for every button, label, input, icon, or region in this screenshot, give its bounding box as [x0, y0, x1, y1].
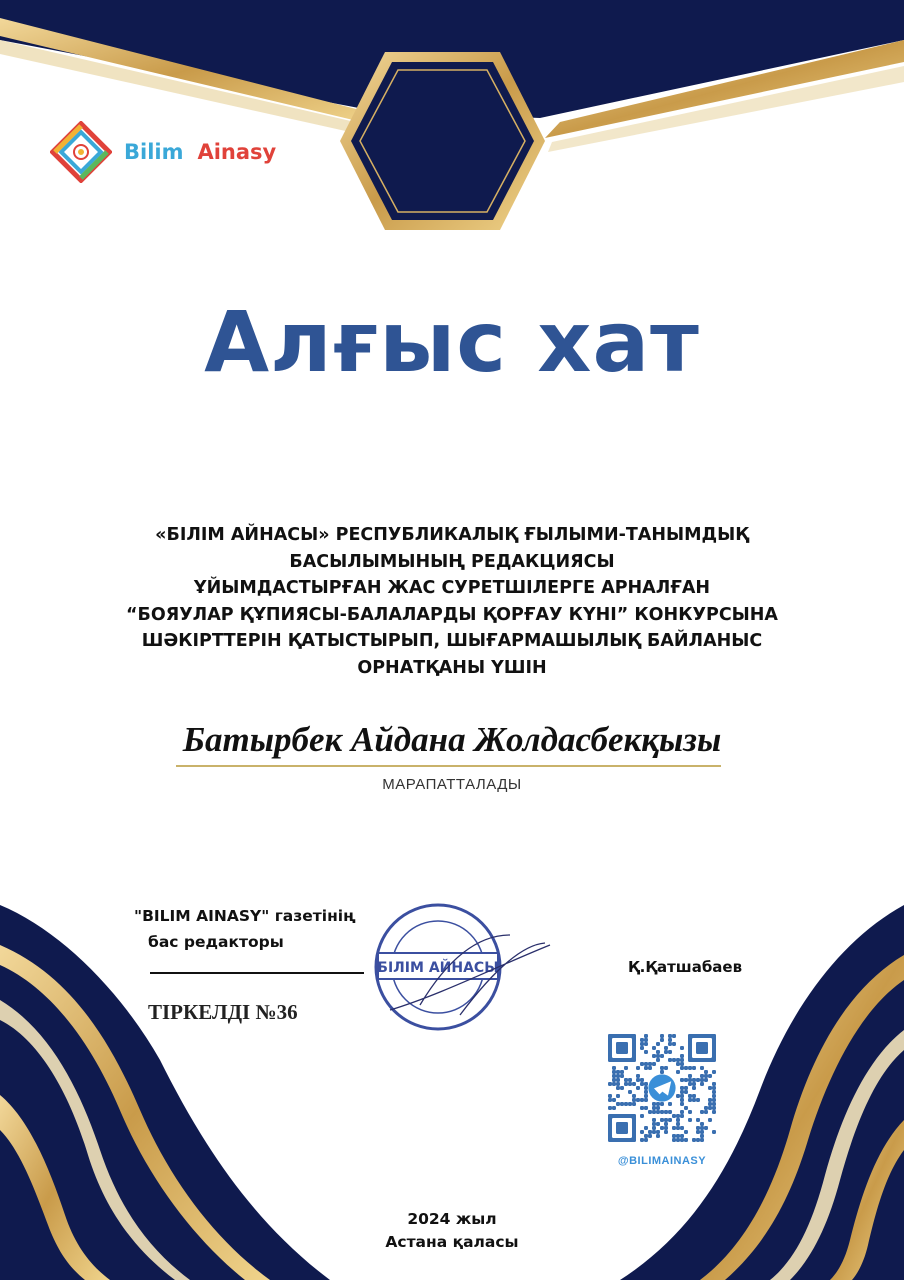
editor-title-line1: "BILIM AINASY" газетінің	[134, 907, 356, 925]
stamp-seal	[350, 895, 560, 1045]
body-line: ШӘКІРТТЕРІН ҚАТЫСТЫРЫП, ШЫҒАРМАШЫЛЫҚ БАЙЛАНЫС	[141, 631, 763, 651]
stamp-center-text: БІЛІМ АЙНАСЫ	[377, 960, 499, 976]
body-line: «БІЛІМ АЙНАСЫ» РЕСПУБЛИКАЛЫҚ ҒЫЛЫМИ-ТАНЫМДЫҚ	[155, 525, 749, 545]
editor-title-line2: бас редакторы	[148, 933, 284, 951]
body-line: ОРНАТҚАНЫ ҮШІН	[357, 657, 547, 678]
registration-number: ТІРКЕЛДІ №36	[148, 1000, 298, 1024]
body-line: ҰЙЫМДАСТЫРҒАН ЖАС СУРЕТШІЛЕРГЕ АРНАЛҒАН	[193, 578, 711, 598]
signature-line	[150, 972, 364, 974]
footer-city: Астана қаласы	[385, 1233, 519, 1251]
logo-icon	[50, 121, 112, 183]
qr-code[interactable]	[608, 1034, 716, 1142]
recipient-underline	[176, 765, 721, 767]
body-line: БАСЫЛЫМЫНЫҢ РЕДАКЦИЯСЫ	[289, 551, 615, 572]
recipient-name: Батырбек Айдана Жолдасбекқызы	[182, 720, 722, 759]
chief-editor-name: Қ.Қатшабаев	[628, 958, 743, 976]
telegram-handle: @BILIMAINASY	[617, 1155, 707, 1167]
award-text: МАРАПАТТАЛАДЫ	[382, 776, 522, 793]
footer-year: 2024 жыл	[407, 1210, 497, 1228]
certificate-body	[90, 522, 814, 681]
qr-code-icon	[608, 1034, 716, 1142]
bilim-ainasy-logo	[50, 120, 310, 184]
certificate-title: Алғыс хат	[204, 293, 700, 391]
logo-text-ainasy: Ainasy	[197, 140, 277, 164]
footer	[0, 1208, 904, 1254]
logo-text-bilim: Bilim	[124, 140, 184, 164]
body-line: “БОЯУЛАР ҚҰПИЯСЫ-БАЛАЛАРДЫ ҚОРҒАУ КҮНІ” КОНКУРСЫНА	[126, 604, 778, 625]
